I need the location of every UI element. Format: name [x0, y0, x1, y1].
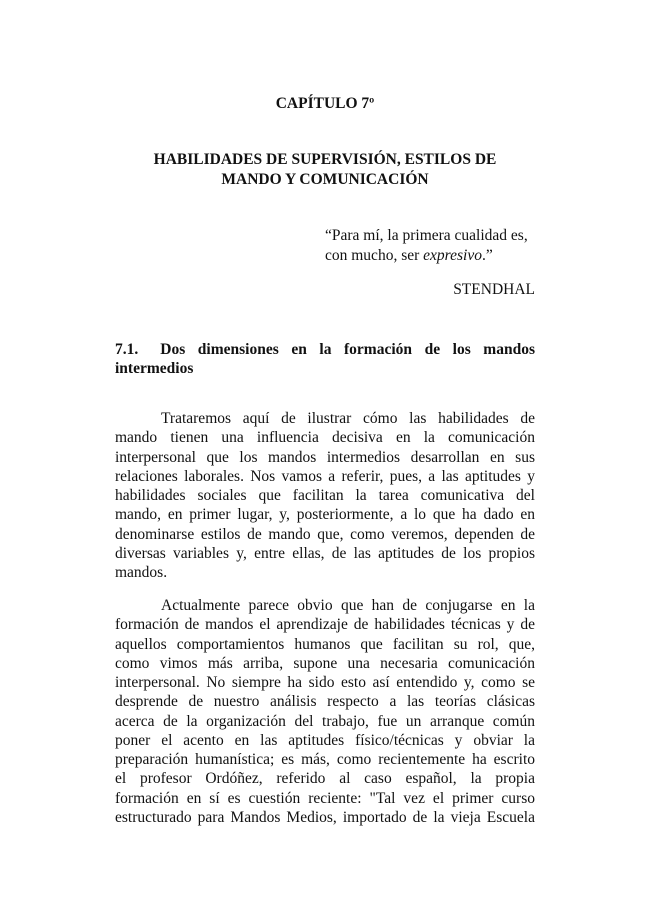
chapter-title-line: MANDO Y COMUNICACIÓN: [221, 171, 429, 188]
paragraph-line: formación de mandos el aprendizaje de habilidades técnicas y de: [115, 616, 535, 634]
paragraph-line: mandos.: [115, 564, 168, 581]
paragraph-line: Trataremos aquí de ilustrar cómo las habilidades de: [161, 410, 535, 427]
section-title-text: intermedios: [115, 360, 194, 377]
paragraph-line: acerca de la organización del trabajo, fue un arranque común: [115, 712, 535, 730]
paragraph-line: aquellos comportamientos humanos que facilitan su rol, que,: [115, 635, 535, 653]
epigraph-text: .”: [481, 247, 493, 264]
body-paragraph: [115, 596, 535, 827]
paragraph-line: poner el acento en las aptitudes físico/técnicas y obviar la: [115, 731, 535, 749]
epigraph-author: STENDHAL: [453, 281, 535, 298]
paragraph-line: formación en sí es cuestión reciente: "Tal vez el primer curso: [115, 789, 535, 807]
epigraph-text: con mucho, ser: [325, 247, 424, 264]
epigraph-emphasis: expresivo: [423, 247, 482, 264]
epigraph-line: [325, 246, 535, 266]
section-number: 7.1.: [115, 341, 139, 358]
paragraph-line: denominarse estilos de mando que, como veremos, dependen de: [115, 525, 535, 543]
paragraph-line: el profesor Ordóñez, referido al caso español, la propia: [115, 770, 535, 788]
paragraph-line: estructurado para Mandos Medios, importado de la vieja Escuela: [115, 808, 535, 826]
paragraph-line: interpersonal que los mandos intermedios desarrollan en sus: [115, 448, 535, 466]
paragraph-line: mando, en primer lugar, y, posteriormente, a lo que ha dado en: [115, 506, 535, 524]
paragraph-line: preparación humanística; es más, como recientemente ha escrito: [115, 751, 535, 768]
section-heading-line: [115, 340, 535, 359]
paragraph-line: relaciones laborales. Nos vamos a referir, pues, a las aptitudes y: [115, 467, 535, 485]
paragraph-line: habilidades sociales que facilitan la tarea comunicativa del: [115, 487, 535, 504]
section-heading: [115, 340, 535, 378]
epigraph: [325, 226, 535, 300]
paragraph-line: interpersonal. No siempre ha sido esto así entendido y, como se: [115, 674, 535, 691]
paragraph-line: desprende de nuestro análisis respecto a las teorías clásicas: [115, 693, 535, 711]
paragraph-line: diversas variables y, entre ellas, de las aptitudes de los propios: [115, 544, 535, 562]
chapter-title: [115, 150, 535, 190]
section-title-text: Dos dimensiones en la formación de los mandos: [160, 341, 535, 358]
chapter-label: CAPÍTULO 7º: [275, 95, 375, 112]
body-paragraph: [115, 409, 535, 582]
paragraph-line: como vimos más arriba, supone una necesaria comunicación: [115, 654, 535, 672]
epigraph-line: “Para mí, la primera cualidad es,: [325, 227, 528, 244]
chapter-title-line: HABILIDADES DE SUPERVISIÓN, ESTILOS DE: [153, 151, 497, 168]
paragraph-line: mando tienen una influencia decisiva en la comunicación: [115, 429, 535, 447]
paragraph-line: Actualmente parece obvio que han de conjugarse en la: [161, 597, 535, 614]
